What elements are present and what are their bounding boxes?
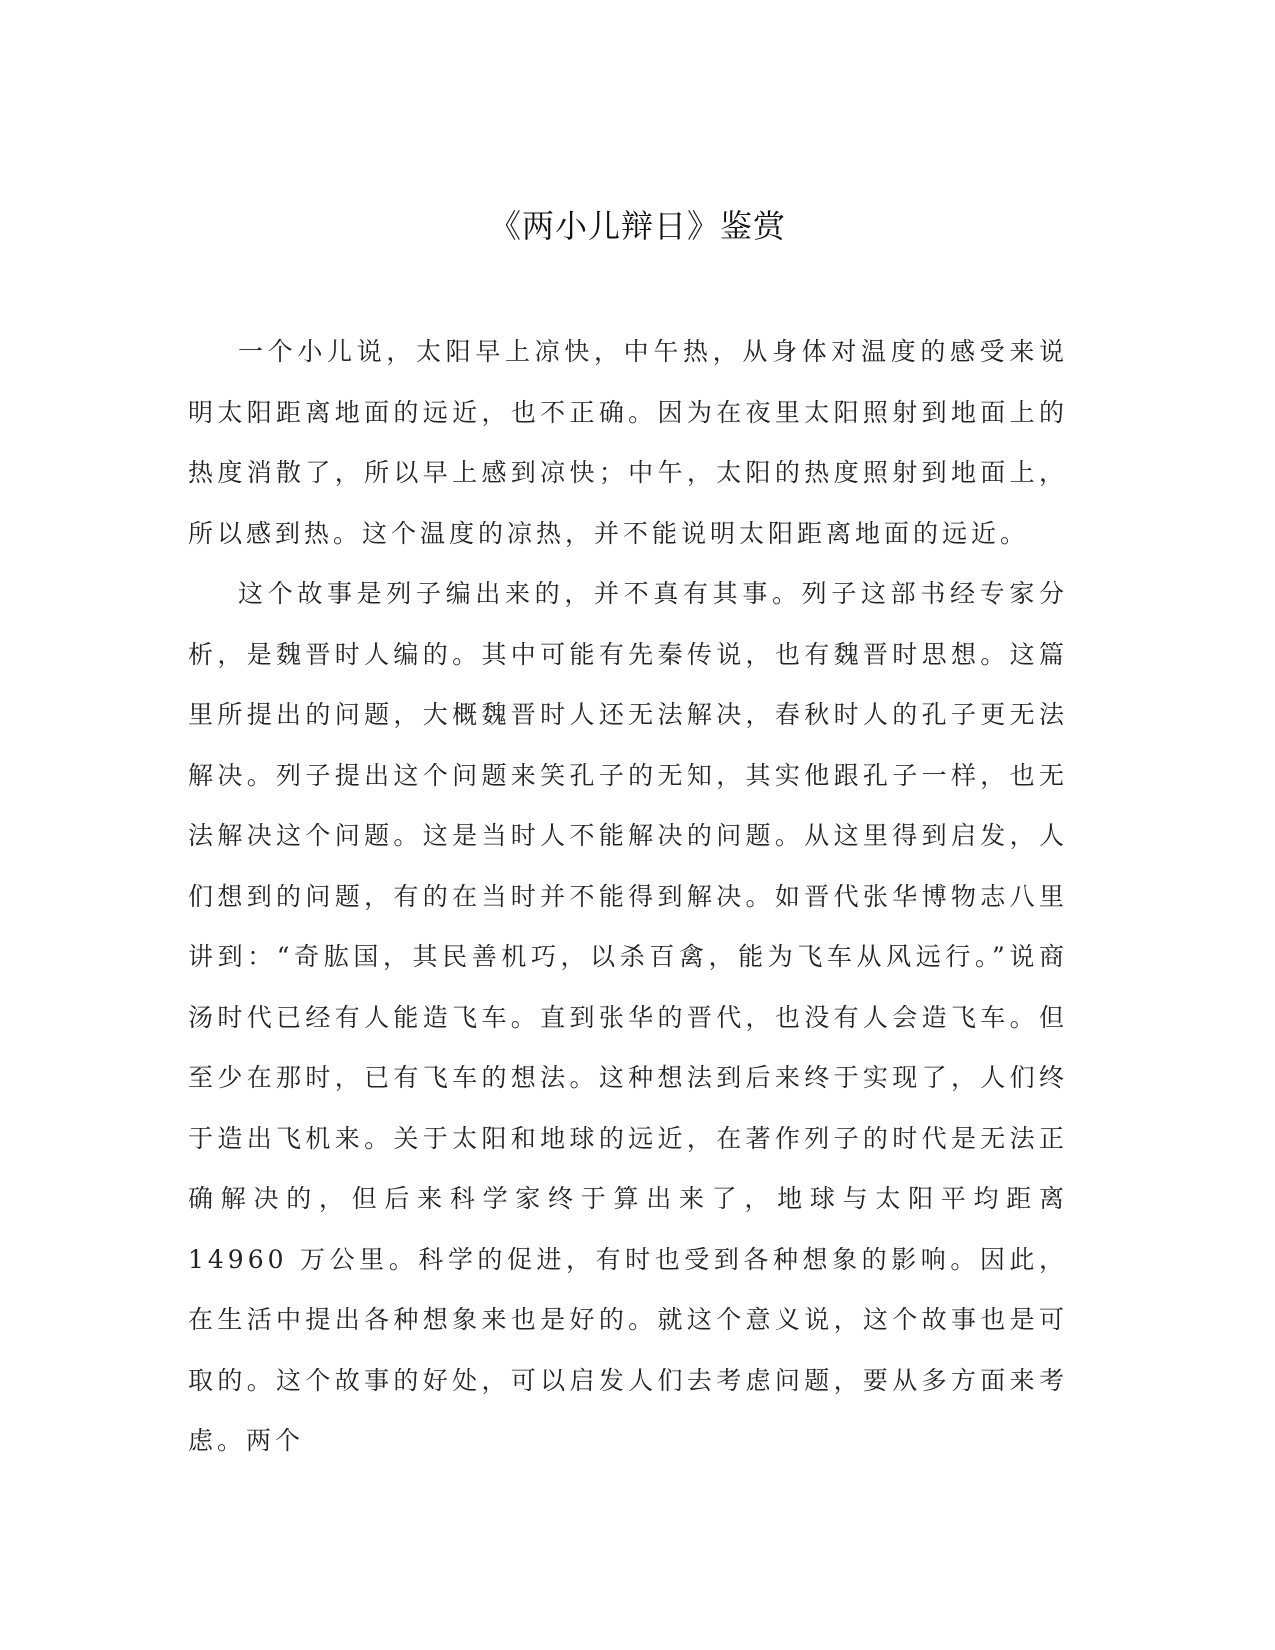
paragraph: 一个小儿说，太阳早上凉快，中午热，从身体对温度的感受来说明太阳距离地面的远近，也不正确。因为在夜里太阳照射到地面上的热度消散了，所以早上感到凉快；中午，太阳的热度照射到地面上，所以感到热。这个温度的凉热，并不能说明太阳距离地面的远近。 [188, 337, 1068, 548]
document-title: 《两小儿辩日》鉴赏 [488, 207, 786, 245]
document-body [188, 322, 1068, 1472]
paragraph: 这个故事是列子编出来的，并不真有其事。列子这部书经专家分析，是魏晋时人编的。其中可能有先秦传说，也有魏晋时思想。这篇里所提出的问题，大概魏晋时人还无法解决，春秋时人的孔子更无法解决。列子提出这个问题来笑孔子的无知，其实他跟孔子一样，也无法解决这个问题。这是当时人不能解决的问题。从这里得到启发，人们想到的问题，有的在当时并不能得到解决。如晋代张华博物志八里讲到：“奇肱国，其民善机巧，以杀百禽，能为飞车从风远行。”说商汤时代已经有人能造飞车。直到张华的晋代，也没有人会造飞车。但至少在那时，已有飞车的想法。这种想法到后来终于实现了，人们终于造出飞机来。关于太阳和地球的远近，在著作列子的时代是无法正确解决的，但后来科学家终于算出来了，地球与太阳平均距离 14960 万公里。科学的促进，有时也受到各种想象的影响。因此，在生活中提出各种想象来也是好的。就这个意义说，这个故事也是可取的。这个故事的好处，可以启发人们去考虑问题，要从多方面来考虑。两个 [188, 579, 1068, 1455]
